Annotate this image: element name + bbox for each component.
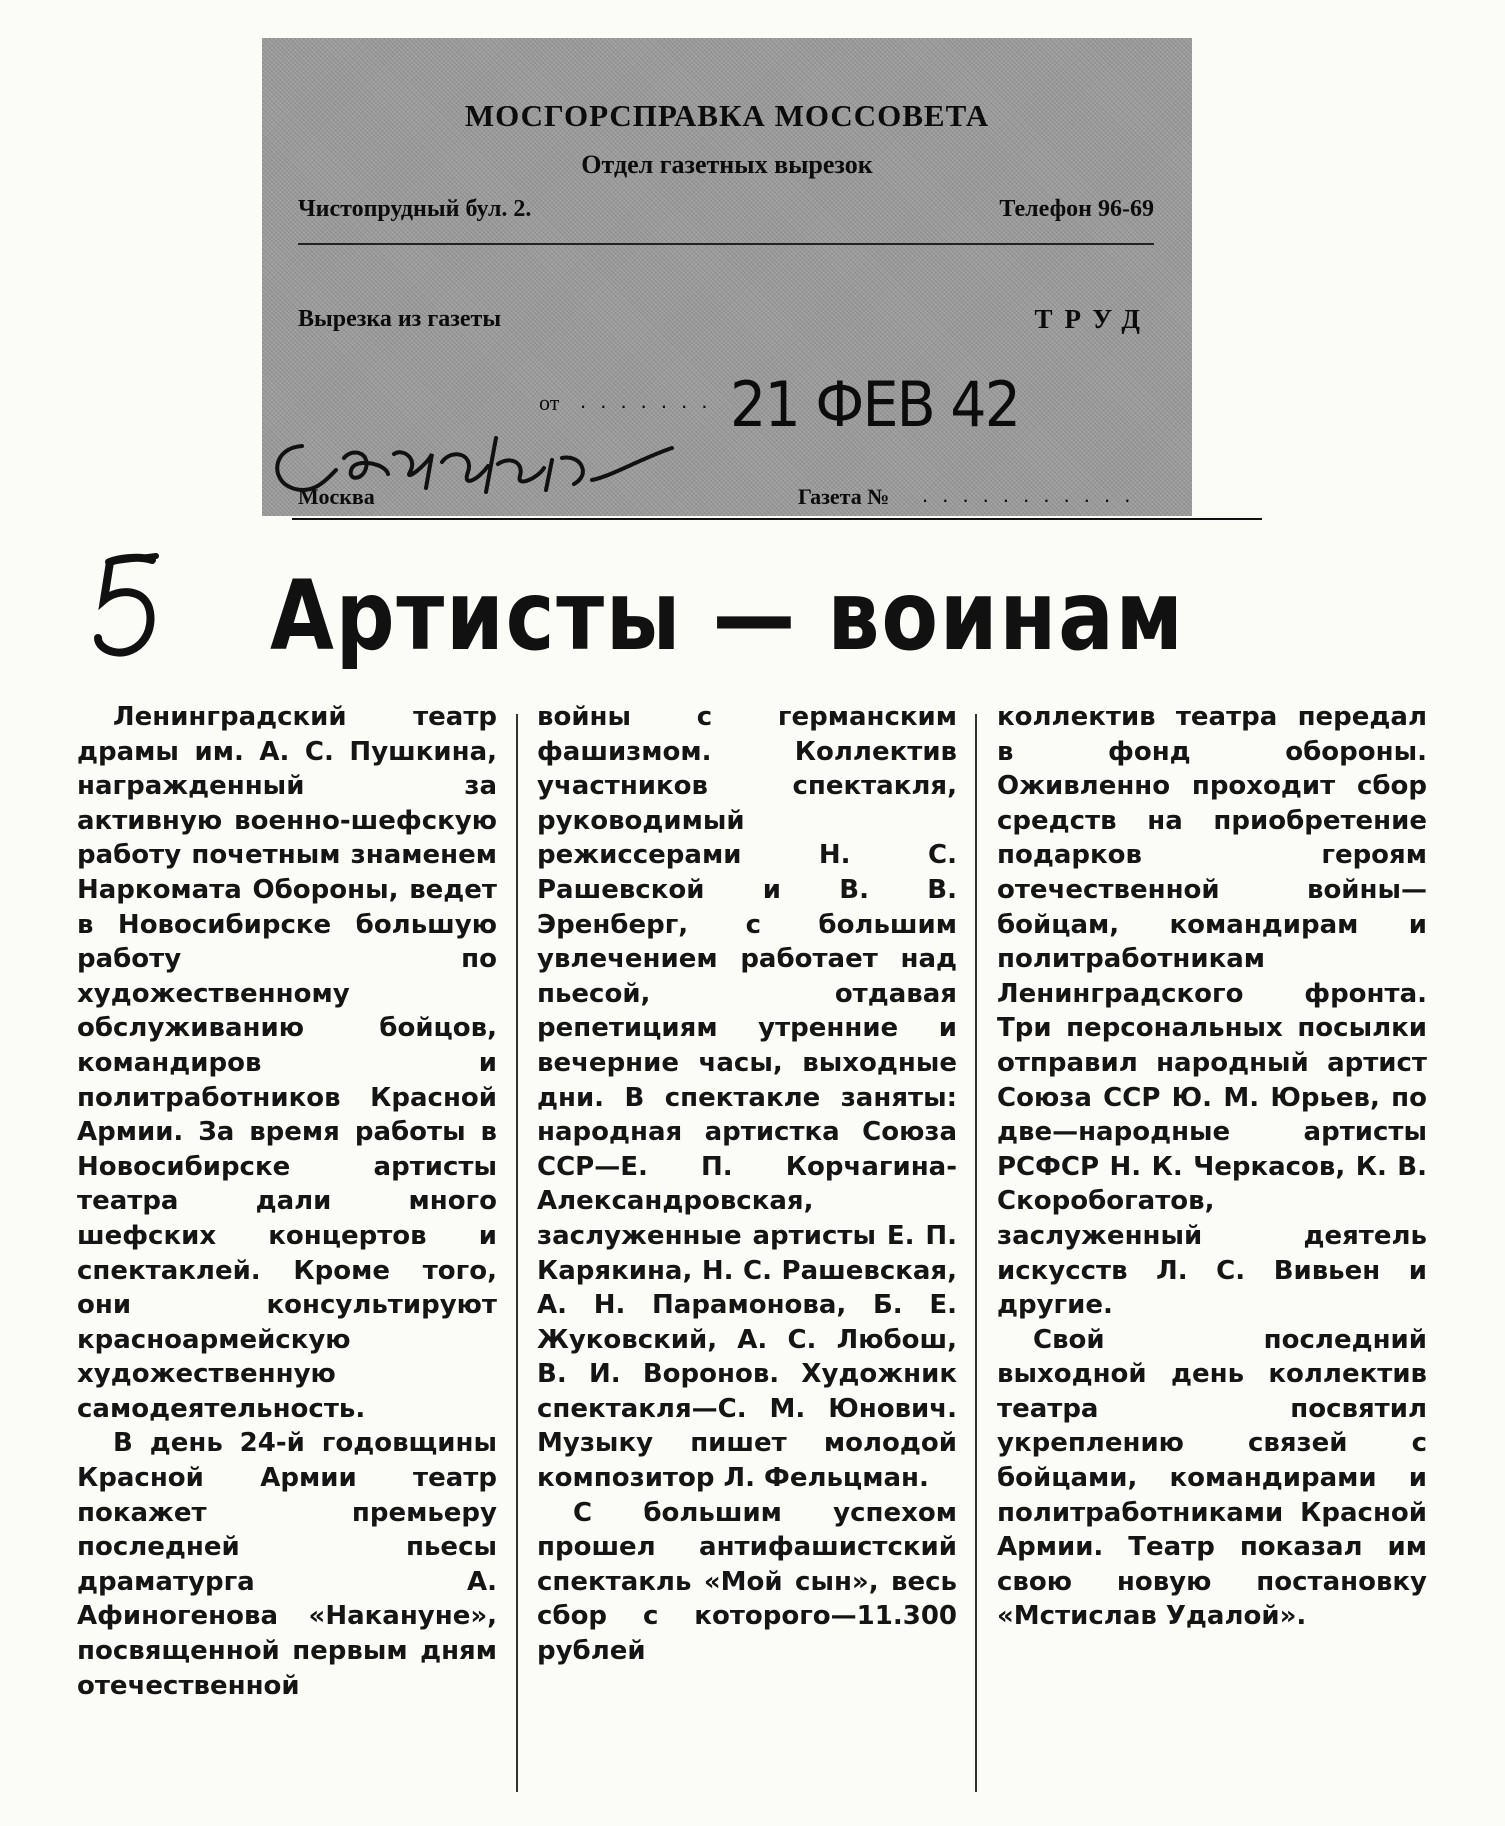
date-leader-dots: . . . . . . .	[580, 388, 712, 413]
handwritten-signature	[262, 418, 692, 528]
paragraph: С большим успехом прошел антифашистский спектакль «Мой сын», весь сбор с которого—11.300 рублей	[537, 1497, 957, 1667]
article-column-3	[997, 700, 1427, 1800]
column-divider	[516, 714, 518, 1792]
city-label: Москва	[298, 484, 375, 509]
paragraph: Свой последний выходной день коллектив театра посвятил укреплению связей с бойцами, командирами и политработниками Красной Армии. Театр показал им свою новую постановку «Мстислав Удалой».	[997, 1324, 1427, 1632]
bureau-department: Отдел газетных вырезок	[581, 150, 873, 179]
paragraph: войны с германским фашизмом. Коллектив участников спектакля, руководимый режиссерами Н. С. Рашевской и В. В. Эренберг, с большим увлечением работает над пьесой, отдавая репетициям утренние и вечерние часы, выходные дни. В спектакле заняты: народная артистка Союза ССР—Е. П. Корчагина-Александровская, заслуженные артисты Е. П. Карякина, Н. С. Рашевская, А. Н. Парамонова, Б. Е. Жуковский, А. С. Любош, В. И. Воронов. Художник спектакля—С. М. Юнович. Музыку пишет молодой композитор Л. Фельцман.	[537, 702, 957, 1494]
handwritten-page-number	[90, 548, 170, 668]
number-leader-dots: . . . . . . . . . . .	[922, 482, 1135, 507]
bureau-address: Чистопрудный бул. 2.	[298, 196, 532, 222]
paragraph: Ленинградский театр драмы им. А. С. Пушкина, награжденный за активную военно-шефскую работу почетным знаменем Наркомата Обороны, ведет в Новосибирске большую работу по художественному обслуживанию бойцов, командиров и политработников Красной Армии. За время работы в Новосибирске артисты театра дали много шефских концертов и спектаклей. Кроме того, они консультируют красноармейскую художественную самодеятельность.	[77, 702, 497, 1424]
stamp-base-rule	[292, 518, 1262, 520]
clipping-label: Вырезка из газеты	[298, 306, 502, 332]
bureau-name: МОСГОРСПРАВКА МОССОВЕТА	[464, 98, 990, 133]
article-headline: Артисты — воинам	[270, 560, 1185, 672]
clipping-bureau-stamp	[262, 38, 1192, 516]
from-label: от	[539, 390, 560, 415]
newspaper-number-label: Газета №	[798, 484, 890, 509]
column-divider	[975, 714, 977, 1792]
newspaper-name: ТРУД	[1034, 304, 1152, 334]
paragraph: В день 24-й годовщины Красной Армии театр покажет премьеру последней пьесы драматурга А. Афиногенова «Накануне», посвященной первым дням отечественной	[77, 1428, 497, 1701]
article-column-2	[537, 700, 957, 1800]
bureau-phone: Телефон 96-69	[999, 196, 1154, 222]
clipping-date: 21 ФЕВ 42	[730, 368, 1020, 441]
article-column-1	[77, 700, 497, 1800]
stamp-divider	[298, 243, 1154, 245]
paragraph: коллектив театра передал в фонд обороны. Оживленно проходит сбор средств на приобретение подарков героям отечественной войны—бойцам, командирам и политработникам Ленинградского фронта. Три персональных посылки отправил народный артист Союза ССР Ю. М. Юрьев, по две—народные артисты РСФСР Н. К. Черкасов, К. В. Скоробогатов, заслуженный деятель искусств Л. С. Вивьен и другие.	[997, 702, 1427, 1321]
